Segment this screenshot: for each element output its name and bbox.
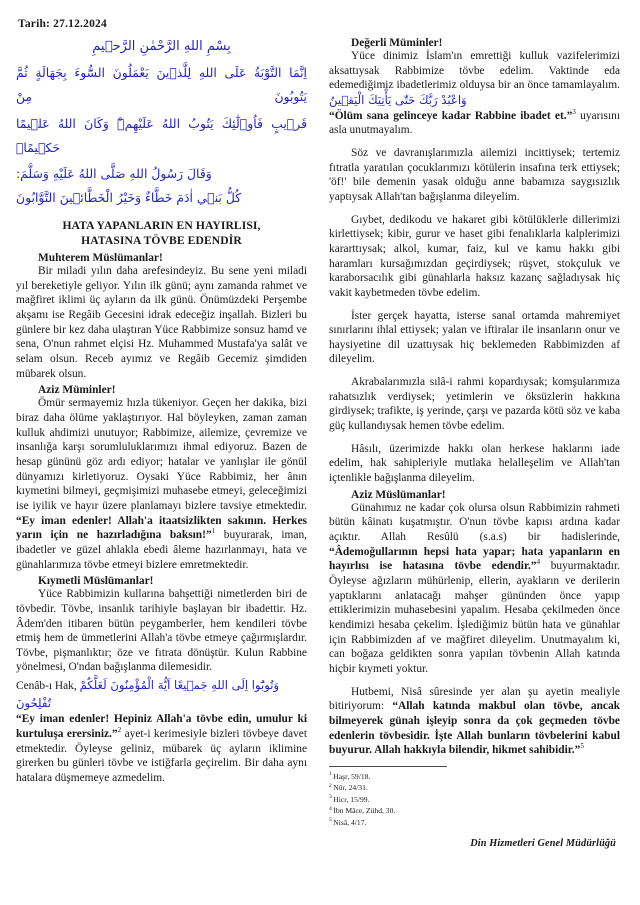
paragraph-right-4: İster gerçek hayatta, isterse sanal ortamda mahremiyet sınırlarını ihlal ettiysek; yalan ve iftiralar ile insanların onur ve haysiyetine dil uzattıysak hiç beklemeden Rabbimizden af dileyelim.: [329, 309, 620, 366]
ayet-arabic-line-2: قَر۪يبٍ فَاُو۬لٰٓئِكَ يَتُوبُ اللهُ عَلَيْهِمْۜ وَكَانَ اللهُ عَل۪يمًا حَك۪يمًاۜ: [16, 115, 307, 155]
paragraph-right-8-part1: Hutbemi, Nisâ sûresinde yer alan şu ayetin mealiyle bitiriyorum:: [329, 685, 620, 713]
cenab-label: Cenâb-ı Hak,: [16, 680, 77, 693]
hadith-text-arabic: كُلُّ بَن۪ي اٰدَمَ خَطَّاءٌ وَخَيْرُ الْخَطَّائ۪ينَ التَّوَّابُونَ: [16, 190, 242, 206]
footnotes-section: [329, 766, 620, 829]
footnote-text: Hicr, 15/99.: [333, 794, 370, 804]
footnote-item: [329, 817, 620, 829]
footnote-number: 3: [329, 794, 332, 801]
quote-nisa-4-17: “Allah katında makbul olan tövbe, ancak bilmeyerek günah işleyip sonra da çok geçmeden tövbe edenlerin tövbesidir. İşte Allah bunların tövbelerini kabul buyurur. Allah hakkıyla bilendir, hikmet sahibidir.”: [329, 700, 620, 757]
page-title-line-2: HATASINA TÖVBE EDENDİR: [81, 234, 242, 248]
hadith-intro-arabic: وَقَالَ رَسُولُ اللهِ صَلَّى اللهُ عَلَيْهِ وَسَلَّمَ:: [16, 166, 212, 182]
issuing-authority-signature: Din Hizmetleri Genel Müdürlüğü: [470, 837, 616, 849]
paragraph-right-7-part2: buyurmaktadır. Öyleyse ağızların mühürlenip, ellerin, ayakların ve derilerin yaptıklarını anlatacağı mahşer gününden önce yapıp ettiklerimizin muhasebesini yapalım. Hesaba çekilmeden önce kendimizi hesaba çekelim. İşlediğimiz bütün hata ve günahlar için Rabbimizden af ve mağfiret dileyelim. Unutmayalım ki, can boğaza geldikten sonra yapılan tövbenin Allah katında hiçbir kıymeti yoktur.: [329, 560, 620, 675]
footnote-ref-1: 1: [211, 527, 216, 536]
footnote-item: [329, 805, 620, 817]
quote-ibn-mace-zuhd-30: “Âdemoğullarının hepsi hata yapar; hata yapanların en hayırlısı ise hatasına tövbe edendir.”: [329, 545, 620, 573]
paragraph-right-6: Hâsılı, üzerimizde hakkı olan herkese haklarını iade edelim, hak sahipleriyle mutlaka helalleşelim ve Allah'tan içtenlikle bağışlanma dileyelim.: [329, 442, 620, 485]
paragraph-left-1: Bir miladi yılın daha arefesindeyiz. Bu sene yeni miladi yıl bereketiyle geliyor. Yılın ilk günü; aynı zamanda rahmet ve mağfiret iklimi üç ayların da ilk günü. Önümüzdeki Perşembe akşamı ise Regâib Gecesini idrak edeceğiz inşallah. Bizleri bu günlere bir kez daha ulaştıran Yüce Rabbimize sonsuz hamd ve sena, O'nun rahmet elçisi Hz. Muhammed Mustafa'ya salât ve selam olsun. Receb ayımız ve Regâib Gecemiz şimdiden mübarek olsun.: [16, 265, 307, 380]
cenab-i-hak-line: [16, 677, 307, 712]
paragraph-right-1-part2: uyarısını asla unutmayalım.: [329, 109, 620, 137]
date-label: Tarih: 27.12.2024: [18, 18, 107, 30]
ayet-arabic-line-1: اِنَّمَا التَّوْبَةُ عَلَى اللهِ لِلَّذ۪ينَ يَعْمَلُونَ السُّٓوءَ بِجَهَالَةٍ ثُمَّ يَتُوبُونَ مِنْ: [16, 65, 307, 105]
paragraph-right-1: [329, 49, 620, 109]
footnote-ref-2: 2: [117, 726, 122, 735]
paragraph-right-2: Söz ve davranışlarımızla ailemizi incittiysek; tertemiz fıtratla yaratılan çocuklarımızı kötülerin insafına terk ettiysek; 'öf!' bile demenin yasak olduğu anne babamıza saygısızlık yaptıysak Allah'tan bağışlanma dileyelim.: [329, 146, 620, 203]
basmala-arabic: بِسْمِ اللهِ الرَّحْمٰنِ الرَّح۪يمِ: [92, 39, 231, 54]
footnote-item: [329, 794, 620, 806]
salutation-aziz-muslumanlar: Aziz Müslümanlar!: [351, 488, 446, 501]
salutation-degerli: Değerli Müminler!: [351, 37, 443, 49]
salutation-aziz-muminler: Aziz Müminler!: [38, 384, 116, 397]
paragraph-right-7: [329, 501, 620, 677]
salutation-kiymetli: Kıymetli Müslümanlar!: [38, 575, 154, 588]
paragraph-left-4: [16, 712, 307, 785]
footnote-number: 4: [329, 805, 332, 812]
page-title-line-1: HATA YAPANLARIN EN HAYIRLISI,: [62, 219, 261, 233]
paragraph-left-2-part2: buyurarak, iman, ibadetler ve güzel ahlakla ebedi âleme hazırlanmayı, hata ve günahlarımıza tövbe etmeyi bizlere emretmektedir.: [16, 529, 307, 571]
footnote-number: 2: [329, 782, 332, 789]
footnote-item: [329, 771, 620, 783]
paragraph-right-8: [329, 685, 620, 758]
paragraph-right-1-part1: Yüce dinimiz İslam'ın emrettiği kulluk vazifelerimizi aksattıysak Rabbimize tövbe edelim. Vaktinde eda edemediğimiz ibadetlerimiz olduysa bir an önce tamamlayalım.: [329, 50, 620, 92]
paragraph-left-2: [16, 396, 307, 572]
hicr-15-99-arabic: وَاعْبُدْ رَبَّكَ حَتّٰى يَأْتِيَكَ الْيَق۪ينُ: [329, 92, 467, 107]
footnote-ref-3: 3: [572, 107, 576, 116]
footnote-ref-5: 5: [580, 742, 584, 751]
paragraph-right-7-part1: Günahımız ne kadar çok olursa olsun Rabbimizin rahmeti bütün kâinatı kuşatmıştır. O'nun tövbe kapısı ardına kadar açıktır. Allah Resûlü (s.a.s) bir hadislerinde,: [329, 501, 620, 544]
footnote-separator-rule: [329, 766, 447, 767]
two-column-layout: [16, 34, 624, 849]
footnote-text: Nûr, 24/31.: [333, 783, 368, 793]
paragraph-right-1-cont: [329, 109, 620, 138]
footnote-text: İbn Mâce, Zühd, 30.: [333, 806, 396, 816]
left-column: [16, 34, 309, 785]
footnote-text: Nisâ, 4/17.: [333, 818, 367, 827]
paragraph-right-3: Gıybet, dedikodu ve hakaret gibi kötülüklerle dillerimizi kirlettiysek; kibir, gurur ve haset gibi fenalıklarla kalplerimizi kararttıysak; alkol, kumar, faiz, kul ve kamu hakkı gibi haramları kursağımızdan geçirdiysek; rüşvet, stokçuluk ve karaborsacılık gibi günahlarla haksız kazanç sağladıysak hiç vakit kaybetmeden tövbe edelim.: [329, 213, 620, 299]
paragraph-left-3: Yüce Rabbimizin kullarına bahşettiği nimetlerden biri de tövbedir. Tövbe, insanlık tarihiyle başlayan bir ibadettir. Hz. Âdem'den itibaren bütün peygamberler, hem kendileri tövbe etmiş hem de ümmetlerini Allah'a tövbe etmeye çağırmışlardır. Tövbe, pişmanlıktır; öze ve fıtrata dönüştür. Kulun Rabbine yönelmesi, O'ndan bağışlanma dilemesidir.: [16, 588, 307, 674]
nur-24-31-arabic: وَتُوبُٓوا اِلَى اللهِ جَم۪يعًا اَيُّهَ الْمُؤْمِنُونَ لَعَلَّكُمْ تُفْلِحُونَ: [16, 678, 280, 710]
footnote-ref-4: 4: [536, 558, 541, 567]
quote-nur-24-31: “Ey iman edenler! Hepiniz Allah'a tövbe edin, umulur ki kurtuluşa erersiniz.”: [16, 713, 307, 740]
paragraph-right-5: Akrabalarımızla sılâ-i rahmi kopardıysak; komşularımıza rahatsızlık verdiysek; yetimlerin ve öksüzlerin hakkına girdiysek; trafikte, iş yerinde, çarşı ve pazarda kötü söz ve kaba güç kullandıysak hemen tövbe edelim.: [329, 376, 620, 433]
footnote-item: [329, 782, 620, 794]
footnote-number: 5: [329, 817, 332, 824]
footnote-number: 1: [329, 771, 332, 778]
footnote-text: Haşr, 59/18.: [333, 771, 371, 781]
quote-hasr-59-18: “Ey iman edenler! Allah'a itaatsizlikten sakının. Herkes yarın için ne hazırladığına baksın!”: [16, 514, 307, 542]
page-title: [16, 219, 307, 249]
paragraph-left-2-part1: Ömür sermayemiz hızla tükeniyor. Geçen her dakika, bizi biraz daha ölüme yaklaştırıyor. Hal böyleyken, zaman zaman kulluk ahdimizi unutuyor; Rabbimize, ailemize, çevremize ve insanlığa karşı sorumluluklarımızı ihmal ediyoruz. Bazen de hesap gününü göz ardı ediyor; hatalar ve yanlışlar ile gönül dünyamızı kirletiyoruz. Oysaki Yüce Rabbimiz, her ânın kıymetini bilmeyi, geçmişimizi muhasebe etmeyi, geleceğimizi ise iyilik ve hayır üzere planlamayı bizlere tavsiye etmektedir.: [16, 397, 307, 512]
quote-hicr-15-99: “Ölüm sana gelinceye kadar Rabbine ibadet et.”: [329, 109, 573, 122]
right-column: [327, 34, 620, 849]
salutation-muhterem: Muhterem Müslümanlar!: [38, 252, 163, 265]
paragraph-left-4-part2: ayet-i kerimesiyle bizleri tövbeye davet etmektedir. Öyleyse geliniz, mübarek üç ayların iklimine girerken bu günleri tövbe ve istiğfarla geçirelim. Bir daha aynı hatalara düşmemeye azmedelim.: [16, 727, 308, 784]
